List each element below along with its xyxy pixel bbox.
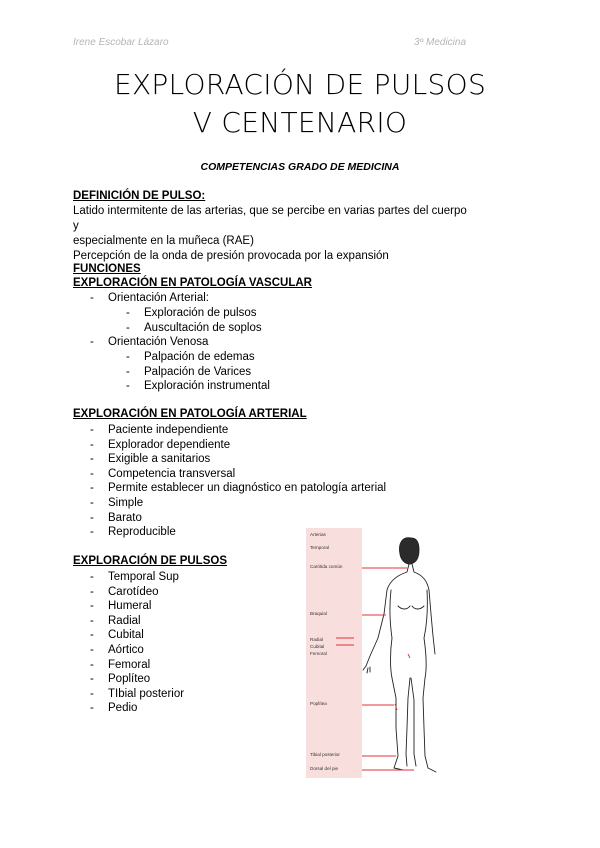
list-item: - Reproducible [90,526,176,539]
venous-sub-list [126,350,270,394]
arterial-patho-heading: EXPLORACIÓN EN PATOLOGÍA ARTERIAL [73,408,307,420]
list-item: - Competencia transversal [90,467,236,480]
pulse-points-figure [306,528,454,778]
subtitle: COMPETENCIAS GRADO DE MEDICINA [200,161,400,173]
list-item: - Aórtico [90,643,144,656]
pulses-list [90,570,184,716]
fig-label-temporal: Temporal [310,545,329,550]
fig-label-braquial: Braquial [310,611,327,616]
list-item: - Palpación de edemas [126,351,255,363]
list-item: - Barato [90,511,142,524]
list-item: - Permite establecer un diagnóstico en patología arterial [90,482,387,495]
definition-heading: DEFINICIÓN DE PULSO: [73,190,206,202]
list-item: - Carotídeo [90,585,159,598]
fig-label-femoral: Femoral [310,651,327,656]
header-course: 3º Medicina [414,37,467,48]
list-item: - Radial [90,614,141,627]
list-item: - Poplíteo [90,673,151,686]
list-item: - Cubital [90,629,144,642]
list-item: - Pedio [90,702,138,715]
body-silhouette [363,538,436,772]
vascular-heading: EXPLORACIÓN EN PATOLOGÍA VASCULAR [73,277,312,289]
list-item: - Orientación Venosa [90,336,209,348]
list-item: - Explorador dependiente [90,438,231,451]
definition-line-2: especialmente en la muñeca (RAE) [73,235,254,247]
list-item: - Exigible a sanitarios [90,453,211,466]
definition-line-1: Latido intermitente de las arterias, que se percibe en varias partes del cuerpo y [73,205,467,232]
title-line-2: V CENTENARIO [192,106,408,139]
list-item: - Temporal Sup [90,571,179,583]
list-item: - TIbial posterior [90,687,185,700]
fig-label-pedia: Dorsal del pie [310,766,339,771]
fig-label-carotida: Carótida común [310,564,343,569]
page-title [0,66,600,142]
list-item: - Humeral [90,600,152,613]
list-item: - Palpación de Varices [126,365,252,378]
header-author: Irene Escobar Lázaro [73,37,169,48]
definition-line-3: Percepción de la onda de presión provocada por la expansión [73,250,389,262]
fig-label-cubital: Cubital [310,644,325,649]
list-item: - Exploración instrumental [126,380,270,393]
fig-label-arterias: Arterias [310,532,326,537]
list-item: - Orientación Arterial: [90,292,209,304]
definition-text [73,204,473,264]
pulses-heading: EXPLORACIÓN DE PULSOS [73,555,227,567]
fig-label-poplitea: Poplítea [310,701,327,706]
list-item: - Exploración de pulsos [126,307,257,319]
arterial-orientation-list [90,291,209,306]
arterial-patho-list [90,423,386,540]
venous-orientation-list [90,335,208,350]
list-item: - Auscultación de soplos [126,321,262,334]
fig-label-radial: Radial [310,637,324,642]
list-item: - Femoral [90,658,151,671]
title-line-1: EXPLORACIÓN DE PULSOS [113,68,487,101]
list-item: - Paciente independiente [90,424,229,436]
fig-label-tibial: Tibial posterior [310,752,340,757]
arterial-sub-list [126,306,262,335]
list-item: - Simple [90,496,144,509]
functions-heading: FUNCIONES [73,263,141,275]
